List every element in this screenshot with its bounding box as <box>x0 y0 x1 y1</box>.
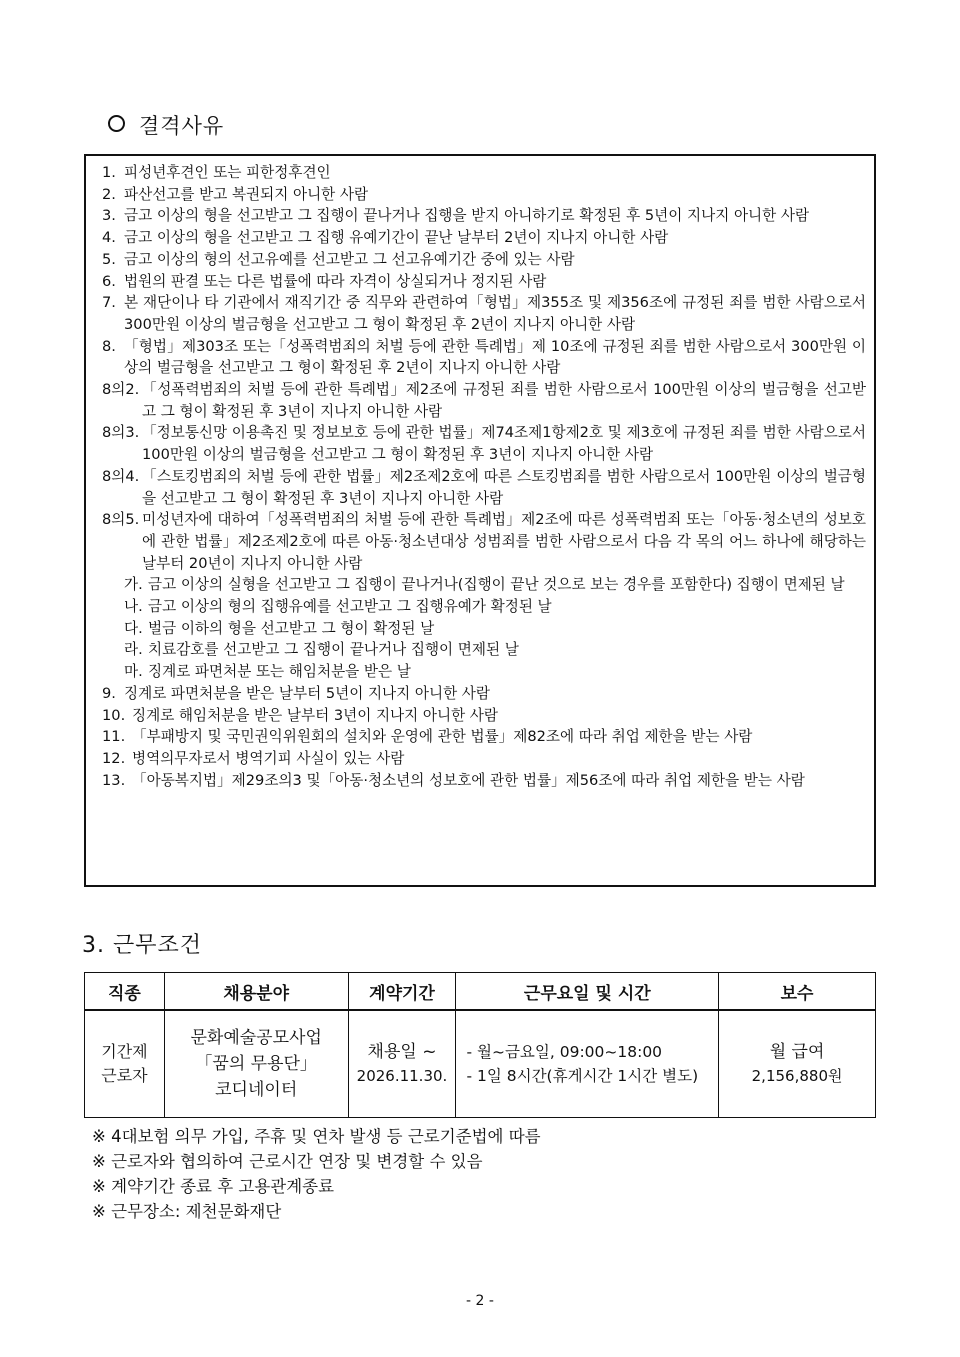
cell-worktime <box>456 1010 719 1118</box>
item-text: 법원의 판결 또는 다른 법률에 따라 자격이 상실되거나 정지된 사람 <box>124 272 547 290</box>
note-line: ※ 근로자와 협의하여 근로시간 연장 및 변경할 수 있음 <box>92 1152 483 1171</box>
page-number: - 2 - <box>466 1293 494 1309</box>
item-number: 1. <box>102 164 116 181</box>
item-text: 치료감호를 선고받고 그 집행이 끝나거나 집행이 면제된 날 <box>148 641 519 659</box>
list-item <box>102 509 866 574</box>
item-text: 「아동복지법」제29조의3 및「아동·청소년의 성보호에 관한 법률」제56조에 따라 취업 제한을 받는 사람 <box>132 771 805 789</box>
conditions-notes <box>92 1124 541 1224</box>
item-number: 6. <box>102 272 116 290</box>
list-item <box>102 227 866 249</box>
item-text: 징계로 파면처분을 받은 날부터 5년이 지나지 아니한 사람 <box>124 684 491 702</box>
item-number: 다. <box>124 619 143 637</box>
list-item <box>102 205 866 227</box>
item-number: 10. <box>102 706 126 724</box>
item-text: 피성년후견인 또는 피한정후견인 <box>124 164 331 181</box>
sub-list-item <box>102 596 866 618</box>
item-text: 금고 이상의 형을 선고받고 그 집행이 끝나거나 집행을 받지 아니하기로 확정된 후 5년이 지나지 아니한 사람 <box>124 207 810 225</box>
cell-line: 2026.11.30. <box>356 1067 448 1085</box>
table-header-row <box>85 973 876 1011</box>
item-text: 「형법」제303조 또는「성폭력범죄의 처벌 등에 관한 특례법」제 10조에 규정된 죄를 범한 사람으로서 300만원 이상의 벌금형을 선고받고 그 형이 확정된 후 2년이 지나지 아니한 사람 <box>124 337 866 377</box>
item-number: 8의2. <box>102 381 140 399</box>
item-number: 8. <box>102 337 116 355</box>
cell-line: 기간제 <box>101 1042 148 1061</box>
header-field: 채용분야 <box>164 973 348 1011</box>
sub-list-item <box>102 618 866 640</box>
cell-line: 채용일 ~ <box>367 1042 437 1062</box>
item-text: 병역의무자로서 병역기피 사실이 있는 사람 <box>132 749 405 767</box>
note-line: ※ 계약기간 종료 후 고용관계종료 <box>92 1177 335 1196</box>
section-heading-disqualification <box>108 110 224 140</box>
item-text: 본 재단이나 타 기관에서 재직기간 중 직무와 관련하여「형법」제355조 및 제356조에 규정된 죄를 범한 사람으로서 300만원 이상의 벌금형을 선고받고 그 형이 확정된 후 2년이 지나지 아니한 사람 <box>124 294 866 333</box>
item-number: 8의4. <box>102 467 140 485</box>
item-number: 13. <box>102 771 126 789</box>
item-text: 파산선고를 받고 복권되지 아니한 사람 <box>124 185 369 203</box>
list-item <box>102 770 866 792</box>
cell-line: 월 급여 <box>769 1042 825 1062</box>
list-item <box>102 162 866 184</box>
header-pay: 보수 <box>719 973 876 1011</box>
item-number: 나. <box>124 598 143 616</box>
list-item <box>102 336 866 379</box>
cell-line: - 월~금요일, 09:00~18:00 <box>466 1043 663 1061</box>
cell-field <box>164 1010 348 1118</box>
cell-line: 코디네이터 <box>215 1080 298 1100</box>
note-line: ※ 4대보험 의무 가입, 주휴 및 연차 발생 등 근로기준법에 따름 <box>92 1127 541 1146</box>
list-item <box>102 705 866 727</box>
circle-bullet-icon <box>108 115 125 132</box>
cell-line: 근로자 <box>101 1066 148 1085</box>
sub-list-item <box>102 661 866 683</box>
cell-line: - 1일 8시간(휴게시간 1시간 별도) <box>466 1067 699 1085</box>
header-job-type: 직종 <box>85 973 165 1011</box>
list-item <box>102 379 866 422</box>
item-text: 금고 이상의 형의 집행유예를 선고받고 그 집행유예가 확정된 날 <box>148 598 552 616</box>
item-text: 징계로 해임처분을 받은 날부터 3년이 지나지 아니한 사람 <box>132 706 499 724</box>
item-text: 「스토킹범죄의 처벌 등에 관한 법률」제2조제2호에 따른 스토킹범죄를 범한 사람으로서 100만원 이상의 벌금형을 선고받고 그 형이 확정된 후 3년이 지나지 아니한 사람 <box>142 467 866 507</box>
header-worktime: 근무요일 및 시간 <box>456 973 719 1011</box>
item-text: 금고 이상의 형의 선고유예를 선고받고 그 선고유예기간 중에 있는 사람 <box>124 250 575 268</box>
list-item <box>102 184 866 206</box>
cell-line: 「꿈의 무용단」 <box>195 1054 317 1074</box>
header-period: 계약기간 <box>348 973 456 1011</box>
item-text: 「정보통신망 이용촉진 및 정보보호 등에 관한 법률」제74조제1항제2호 및 제3호에 규정된 죄를 범한 사람으로서 100만원 이상의 벌금형을 선고받고 그 형이 확정된 후 3년이 지나지 아니한 사람 <box>142 424 866 464</box>
item-number: 12. <box>102 749 126 767</box>
list-item <box>102 271 866 293</box>
list-item <box>102 466 866 509</box>
item-text: 벌금 이하의 형을 선고받고 그 형이 확정된 날 <box>148 619 435 637</box>
item-text: 금고 이상의 실형을 선고받고 그 집행이 끝나거나(집행이 끝난 것으로 보는 경우를 포함한다) 집행이 면제된 날 <box>148 576 845 594</box>
list-item <box>102 748 866 770</box>
cell-line: 2,156,880원 <box>751 1067 843 1085</box>
item-number: 4. <box>102 229 116 247</box>
sub-list-item <box>102 574 866 596</box>
note-line: ※ 근무장소: 제천문화재단 <box>92 1202 282 1221</box>
item-number: 가. <box>124 576 143 594</box>
conditions-table <box>84 972 876 1118</box>
disqualification-box <box>84 154 876 887</box>
cell-period <box>348 1010 456 1118</box>
sub-list-item <box>102 639 866 661</box>
list-item <box>102 726 866 748</box>
item-text: 「성폭력범죄의 처벌 등에 관한 특례법」제2조에 규정된 죄를 범한 사람으로서 100만원 이상의 벌금형을 선고받고 그 형이 확정된 후 3년이 지나지 아니한 사람 <box>142 381 866 420</box>
item-number: 5. <box>102 250 116 268</box>
item-number: 11. <box>102 728 126 746</box>
item-number: 8의3. <box>102 424 140 442</box>
item-number: 9. <box>102 684 116 702</box>
item-number: 마. <box>124 663 143 681</box>
table-row <box>85 1010 876 1118</box>
cell-pay <box>719 1010 876 1118</box>
list-item <box>102 683 866 705</box>
item-text: 징계로 파면처분 또는 해임처분을 받은 날 <box>148 663 411 681</box>
cell-line: 문화예술공모사업 <box>190 1028 322 1048</box>
item-number: 8의5. <box>102 511 140 529</box>
item-text: 「부패방지 및 국민권익위원회의 설치와 운영에 관한 법률」제82조에 따라 취업 제한을 받는 사람 <box>132 728 753 746</box>
section-heading-conditions: 3. 근무조건 <box>82 933 202 958</box>
item-number: 라. <box>124 641 143 659</box>
list-item <box>102 422 866 465</box>
heading-text: 결격사유 <box>139 114 225 138</box>
list-item <box>102 249 866 271</box>
item-text: 미성년자에 대하여「성폭력범죄의 처벌 등에 관한 특례법」제2조에 따른 성폭력범죄 또는「아동·청소년의 성보호에 관한 법률」제2조제2호에 따른 아동·청소년대상 성범죄를 범한 사람으로서 다음 각 목의 어느 하나에 해당하는 날부터 20년이 지나지 아니한 사람 <box>142 511 866 572</box>
list-item <box>102 292 866 335</box>
item-number: 7. <box>102 294 116 312</box>
item-text: 금고 이상의 형을 선고받고 그 집행 유예기간이 끝난 날부터 2년이 지나지 아니한 사람 <box>124 229 669 247</box>
item-number: 3. <box>102 207 116 225</box>
cell-job-type <box>85 1010 165 1118</box>
item-number: 2. <box>102 185 116 203</box>
